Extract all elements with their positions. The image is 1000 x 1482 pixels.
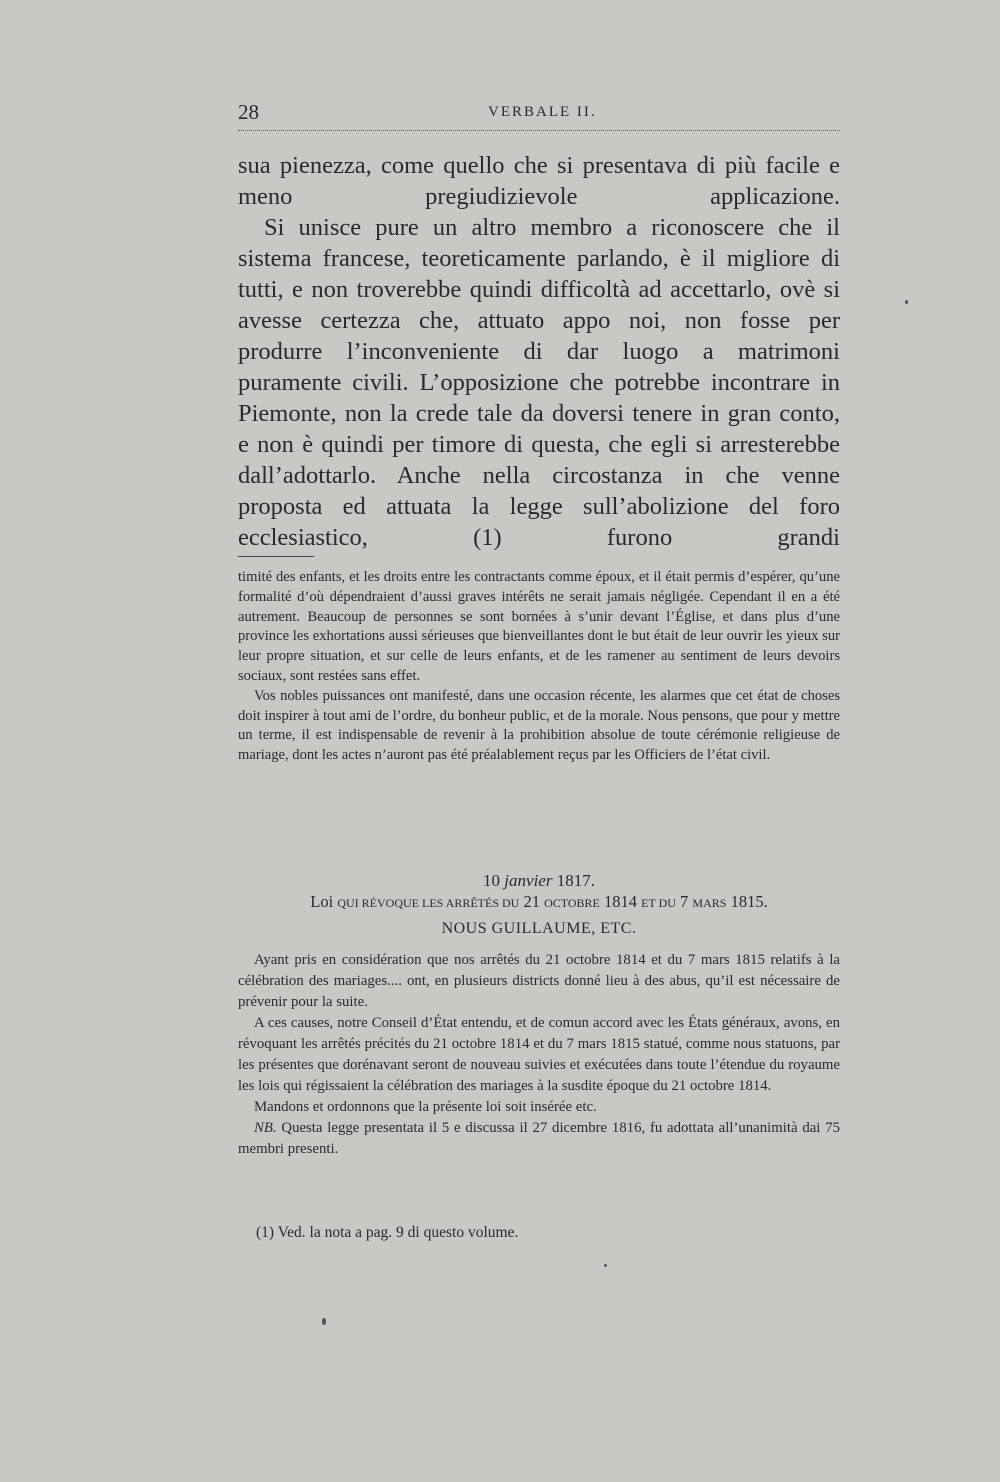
page-header [238, 100, 840, 126]
decree-title-part: OCTOBRE [544, 896, 600, 910]
decree-paragraph-3: Mandons et ordonnons que la présente loi soit insérée etc. [254, 1099, 597, 1115]
main-text [238, 150, 840, 553]
footnote-separator [238, 556, 314, 557]
nb-label: NB. [254, 1120, 277, 1136]
decree-title-part: 7 [680, 892, 689, 911]
footnote-paragraph-2: Vos nobles puissances ont manifesté, dans une occasion récente, les alarmes que cet état de choses doit inspirer à tout ami de l’ordre, du bonheur public, et de la morale. Nous pensons, que pour y mettre un terme, il est indispensable de revenir à la prohibition absolue de toute cérémonie religieuse de mariage, dont les actes n’auront pas été préalablement reçus par les Officiers de l’état civil. [238, 687, 840, 764]
main-paragraph-1: sua pienezza, come quello che si presentava di più facile e meno pregiudizievole applicazione. [238, 152, 840, 210]
reference-text: Ved. la nota a pag. 9 di questo volume. [277, 1224, 519, 1241]
paper-speck [322, 1318, 326, 1325]
decree-title-part: QUI RÉVOQUE LES ARRÊTÉS DU [337, 896, 520, 910]
running-title: VERBALE II. [488, 104, 597, 120]
paper-speck [905, 300, 908, 304]
decree-title [238, 891, 840, 914]
reference-marker: (1) [256, 1224, 275, 1241]
decree-paragraph-1: Ayant pris en considération que nos arrêtés du 21 octobre 1814 et du 7 mars 1815 relatifs à la célébration des mariages.... ont, en plusieurs districts donné lieu à des abus, qu’il est nécessaire de prévenir pour la suite. [238, 952, 840, 1010]
decree-title-part: 1814 [604, 892, 638, 911]
decree-nb [238, 1118, 840, 1160]
decree-text [238, 950, 840, 1160]
decree-date [238, 870, 840, 892]
nb-text: Questa legge presentata il 5 e discussa il 27 dicembre 1816, fu adottata all’unanimità dai 75 membri presenti. [238, 1120, 840, 1157]
paper-speck [604, 1264, 607, 1267]
decree-date-year: 1817. [556, 871, 595, 890]
decree-title-part: 1815. [730, 892, 768, 911]
decree-date-month: janvier [504, 871, 553, 890]
reference-footnote [256, 1222, 518, 1244]
decree-title-part: Loi [310, 892, 334, 911]
decree-date-day: 10 [483, 871, 501, 890]
decree-title-part: 21 [523, 892, 540, 911]
footnote-paragraph-1: timité des enfants, et les droits entre les contractants comme époux, et il était permis d’espérer, qu’une formalité d’où dépendraient d’aussi graves intérêts ne serait jamais négligée. Cependant il en a été autrement. Beaucoup de personnes se sont bornées à s’unir devant l’Église, et dans plus d’une province les exhortations aussi sérieuses que bienveillantes dont le but était de leur ouvrir les yieux sur leur propre situation, et sur celle de leurs enfants, et de les ramener au sentiment de leurs devoirs sociaux, sont restées sans effet. [238, 569, 840, 684]
decree-paragraph-2: A ces causes, notre Conseil d’État entendu, et de comun accord avec les États généraux, avons, en révoquant les arrêtés précités du 21 octobre 1814 et du 7 mars 1815 statué, comme nous statuons, par les présentes que dorénavant seront de nouveau suivies et exécutées dans toute l’étendue du royaume les lois qui régissaient la célébration des mariages à la susdite époque du 21 octobre 1814. [238, 1015, 840, 1094]
header-rule [238, 130, 840, 131]
footnote-continuation [238, 568, 840, 766]
decree-title-part: ET DU [641, 896, 676, 910]
main-paragraph-2: Si unisce pure un altro membro a riconoscere che il sistema francese, teoreticamente parlando, è il migliore di tutti, e non troverebbe quindi difficoltà ad accettarlo, ovè si avesse certezza che, attuato appo noi, non fosse per produrre l’inconveniente di dar luogo a matrimoni puramente civili. L’opposizione che potrebbe incontrare in Piemonte, non la crede tale da doversi tenere in gran conto, e non è quindi per timore di questa, che egli si arresterebbe dall’adottarlo. Anche nella circostanza in che venne proposta ed attuata la legge sull’abolizione del foro ecclesiastico, (1) furono grandi [238, 214, 840, 551]
decree-heading: NOUS GUILLAUME, ETC. [441, 920, 637, 937]
page-number: 28 [238, 100, 259, 124]
decree-title-part: MARS [692, 896, 727, 910]
